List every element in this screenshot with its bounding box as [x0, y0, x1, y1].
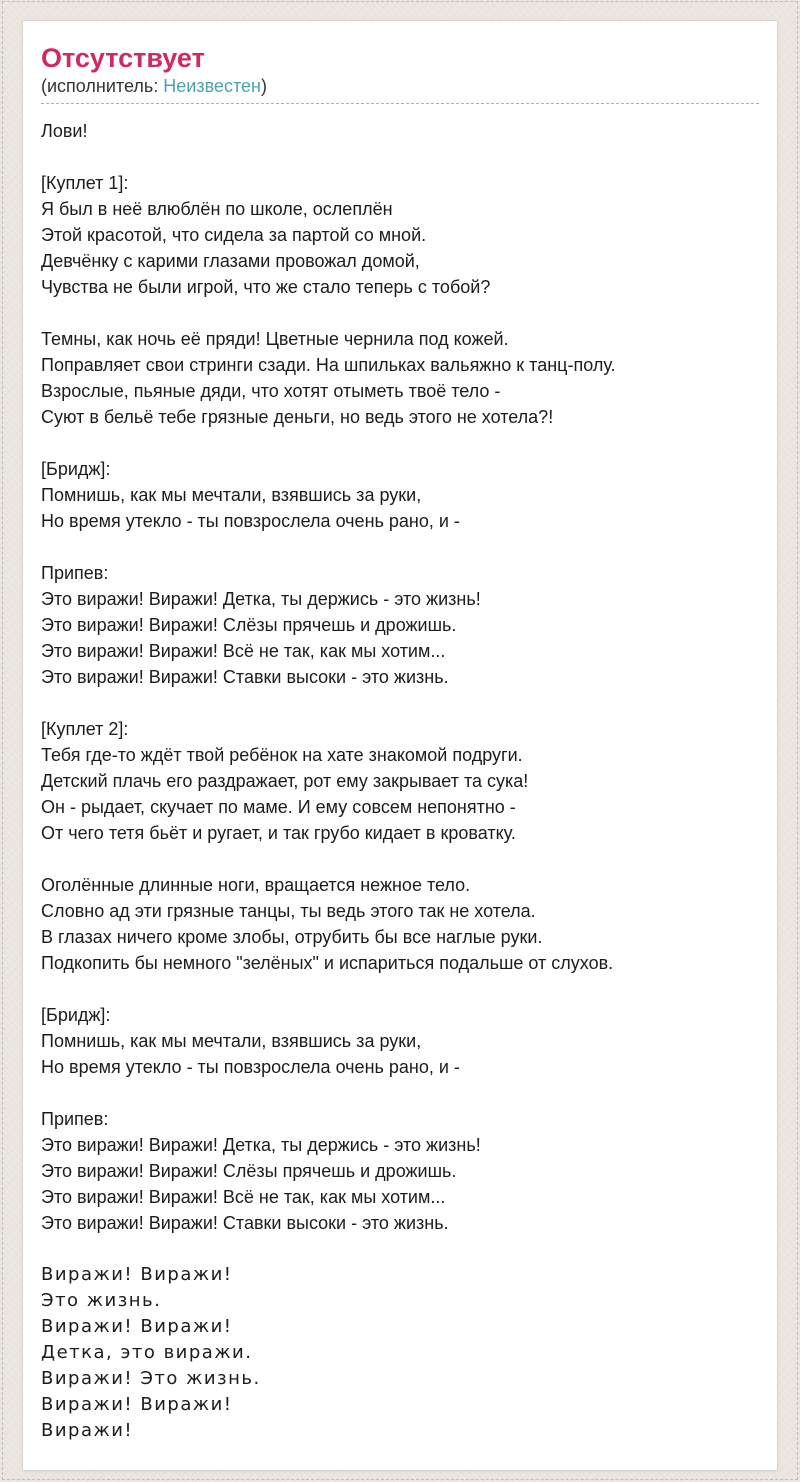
lyrics-text: [41, 118, 759, 1444]
lyric-line: Это виражи! Виражи! Слёзы прячешь и дрожишь.: [41, 1161, 457, 1181]
lyric-line: Он - рыдает, скучает по маме. И ему совсем непонятно -: [41, 797, 516, 817]
lyric-line: Виражи! Виражи!: [41, 1264, 233, 1285]
stanza: [41, 1262, 759, 1444]
lyric-line: Взрослые, пьяные дяди, что хотят отыметь твоё тело -: [41, 381, 501, 401]
lyric-line: Припев:: [41, 1109, 109, 1129]
lyric-line: Чувства не были игрой, что же стало теперь с тобой?: [41, 277, 491, 297]
stanza: [41, 170, 759, 300]
lyric-line: Это виражи! Виражи! Ставки высоки - это жизнь.: [41, 667, 449, 687]
lyric-line: Это виражи! Виражи! Детка, ты держись - это жизнь!: [41, 589, 481, 609]
lyric-line: Лови!: [41, 121, 88, 141]
stanza: [41, 326, 759, 430]
lyric-line: Но время утекло - ты повзрослела очень рано, и -: [41, 511, 460, 531]
lyric-line: Детский плачь его раздражает, рот ему закрывает та сука!: [41, 771, 529, 791]
lyric-line: Я был в неё влюблён по школе, ослеплён: [41, 199, 393, 219]
stanza: [41, 1106, 759, 1236]
lyric-line: Помнишь, как мы мечтали, взявшись за руки,: [41, 1031, 422, 1051]
lyric-line: Тебя где-то ждёт твой ребёнок на хате знакомой подруги.: [41, 745, 523, 765]
lyric-line: Это виражи! Виражи! Слёзы прячешь и дрожишь.: [41, 615, 457, 635]
artist-link[interactable]: Неизвестен: [163, 76, 261, 96]
lyric-line: Это виражи! Виражи! Детка, ты держись - это жизнь!: [41, 1135, 481, 1155]
lyric-line: Девчёнку с карими глазами провожал домой,: [41, 251, 420, 271]
lyric-line: В глазах ничего кроме злобы, отрубить бы все наглые руки.: [41, 927, 543, 947]
lyric-line: Подкопить бы немного "зелёных" и испариться подальше от слухов.: [41, 953, 614, 973]
stanza: [41, 560, 759, 690]
lyric-line: Виражи!: [41, 1420, 134, 1441]
lyric-line: Поправляет свои стринги сзади. На шпильках вальяжно к танц-полу.: [41, 355, 616, 375]
stanza: [41, 872, 759, 976]
stanza: [41, 716, 759, 846]
lyric-line: Припев:: [41, 563, 109, 583]
lyric-line: [Бридж]:: [41, 459, 111, 479]
lyric-line: Но время утекло - ты повзрослела очень рано, и -: [41, 1057, 460, 1077]
lyric-line: Виражи! Это жизнь.: [41, 1368, 261, 1389]
lyric-line: От чего тетя бьёт и ругает, и так грубо кидает в кроватку.: [41, 823, 516, 843]
lyrics-card: [22, 20, 778, 1471]
artist-line: [41, 76, 759, 104]
lyric-line: Этой красотой, что сидела за партой со мной.: [41, 225, 427, 245]
lyric-line: Суют в бельё тебе грязные деньги, но ведь этого не хотела?!: [41, 407, 554, 427]
lyric-line: Это жизнь.: [41, 1290, 162, 1311]
lyric-line: Виражи! Виражи!: [41, 1316, 233, 1337]
lyric-line: [Куплет 1]:: [41, 173, 129, 193]
artist-label: (исполнитель:: [41, 76, 164, 96]
page-title: Отсутствует: [41, 43, 205, 73]
song-header: [41, 43, 759, 104]
lyric-line: Словно ад эти грязные танцы, ты ведь этого так не хотела.: [41, 901, 536, 921]
stanza: [41, 456, 759, 534]
artist-suffix: ): [260, 76, 267, 96]
lyric-line: Темны, как ночь её пряди! Цветные чернила под кожей.: [41, 329, 509, 349]
lyric-line: Это виражи! Виражи! Всё не так, как мы хотим...: [41, 1187, 446, 1207]
lyric-line: Это виражи! Виражи! Ставки высоки - это жизнь.: [41, 1213, 449, 1233]
stanza: [41, 1002, 759, 1080]
lyric-line: Детка, это виражи.: [41, 1342, 253, 1363]
lyric-line: Это виражи! Виражи! Всё не так, как мы хотим...: [41, 641, 446, 661]
lyric-line: [Бридж]:: [41, 1005, 111, 1025]
lyric-line: [Куплет 2]:: [41, 719, 129, 739]
lyric-line: Оголённые длинные ноги, вращается нежное тело.: [41, 875, 471, 895]
lyric-line: Виражи! Виражи!: [41, 1394, 233, 1415]
lyric-line: Помнишь, как мы мечтали, взявшись за руки,: [41, 485, 422, 505]
stanza: [41, 118, 759, 144]
